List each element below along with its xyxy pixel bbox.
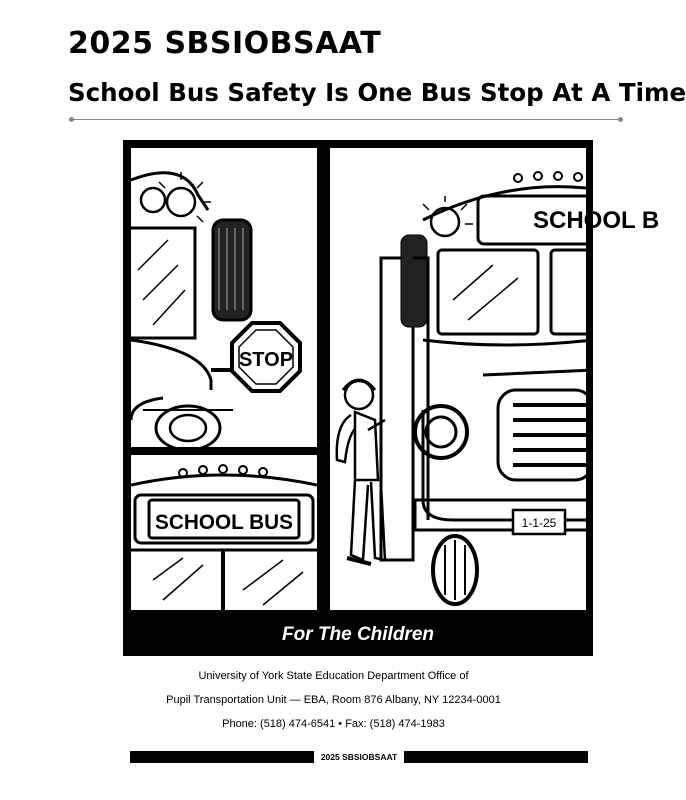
stop-sign-text: STOP (238, 349, 294, 371)
footer-address-line1: University of York State Education Department Office of (198, 670, 469, 682)
panel-child-bus (330, 148, 659, 610)
bottom-banner (130, 751, 588, 763)
footer-contact: Phone: (518) 474-6541 • Fax: (518) 474-1983 (222, 718, 445, 730)
page-title: 2025 SBSIOBSAAT (68, 26, 382, 61)
license-plate: 1-1-25 (521, 516, 557, 530)
bus-sign-large: SCHOOL B (533, 207, 660, 234)
page-subtitle: School Bus Safety Is One Bus Stop At A Time (68, 78, 686, 107)
caption: For The Children (282, 624, 434, 645)
panel-bus-front (131, 455, 317, 610)
panel-stop-arm (131, 148, 317, 450)
bottom-bar-right (404, 751, 588, 763)
footer-address-line2: Pupil Transportation Unit — EBA, Room 876 Albany, NY 12234-0001 (166, 694, 501, 706)
bottom-label: 2025 SBSIOBSAAT (320, 752, 398, 762)
comic-illustration (123, 140, 660, 656)
comic-panels (123, 140, 660, 614)
divider-rule (72, 119, 620, 120)
bus-sign-small: SCHOOL BUS (155, 511, 293, 534)
bottom-bar-left (130, 751, 314, 763)
